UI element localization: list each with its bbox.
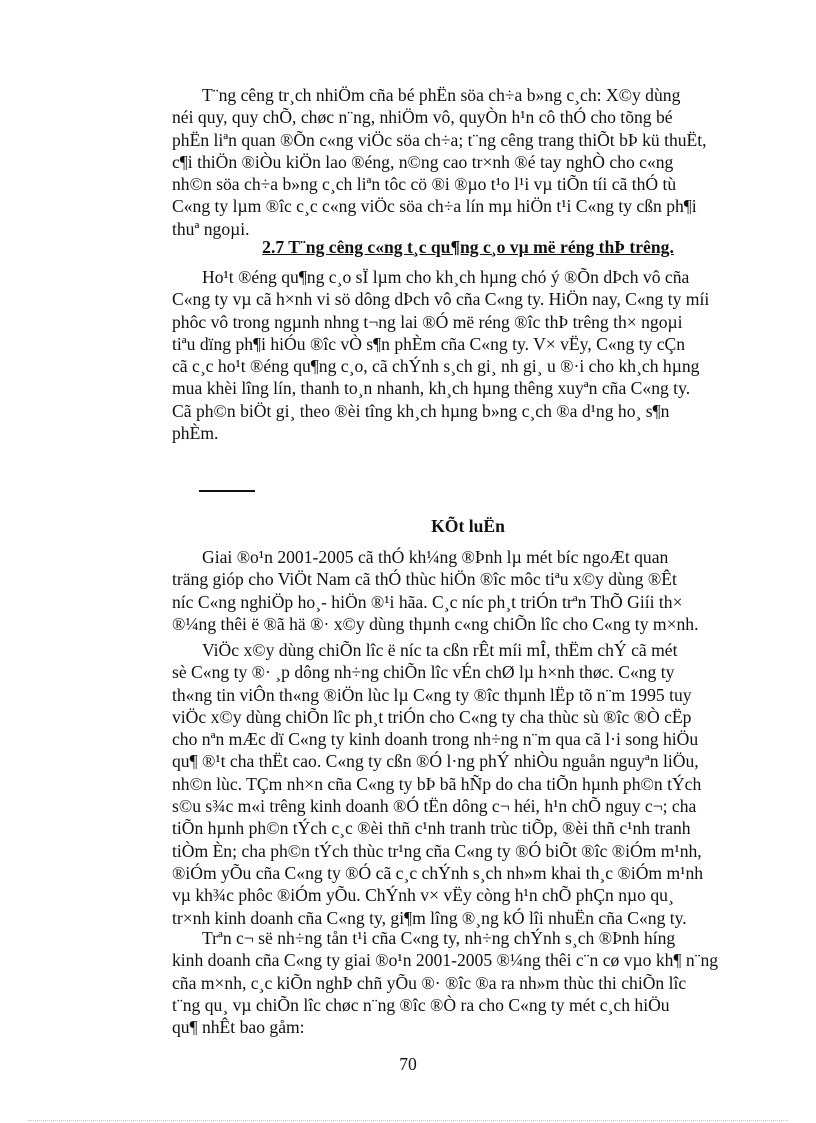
text-line: cña m×nh, c¸c kiÕn nghÞ chñ yÕu ®· ®îc ®a ra nh»m thùc thi chiÕn lîc	[172, 972, 687, 993]
paragraph-responsibility	[172, 84, 764, 240]
text-line: C«ng ty lµm ®îc c¸c c«ng viÖc söa ch÷a lín mµ hiÖn t¹i C«ng ty cßn ph¶i	[172, 196, 697, 217]
text-line: tr×nh kinh doanh cña C«ng ty, gi¶m lîng ®¸ng kÓ lîi nhuËn cña C«ng ty.	[172, 907, 687, 928]
text-line: ViÖc x©y dùng chiÕn lîc ë níc ta cßn rÊt míi mÎ, thËm chÝ cã mét	[202, 640, 678, 660]
text-line: Cã ph©n biÖt gi¸ theo ®èi tîng kh¸ch hµng b»ng c¸ch ®a d¹ng ho¸ s¶n	[172, 400, 670, 421]
text-line: nh©n söa ch÷a b»ng c¸ch liªn tôc cö ®i ®µo t¹o l¹i vµ tiÕn tíi cã thÓ tù	[172, 174, 677, 195]
paragraph-recommendations	[172, 927, 764, 1038]
text-line: qu¶ nhÊt bao gåm:	[172, 1017, 305, 1038]
text-line: ®¼ng thêi ë ®ã hä ®· x©y dùng thµnh c«ng chiÕn lîc cho C«ng ty m×nh.	[172, 613, 699, 634]
text-line: mua khèi lîng lín, thanh to¸n nhanh, kh¸ch hµng thêng xuyªn cña C«ng ty.	[172, 378, 691, 399]
text-line: Ho¹t ®éng qu¶ng c¸o sÏ lµm cho kh¸ch hµng chó ý ®Õn dÞch vô cña	[202, 267, 690, 287]
page-bottom-dotted-line	[28, 1120, 788, 1121]
text-line: träng gióp cho ViÖt Nam cã thÓ thùc hiÖn ®îc môc tiªu x©y dùng ®Êt	[172, 569, 677, 590]
text-line: phÈm.	[172, 423, 219, 444]
section-heading-text: 2.7 T¨ng cêng c«ng t¸c qu¶ng c¸o vµ më réng thÞ trêng.	[262, 237, 674, 257]
text-line: néi quy, quy chÕ, chøc n¨ng, nhiÖm vô, quyÒn h¹n cô thÓ cho tõng bé	[172, 107, 673, 128]
text-line: T¨ng cêng tr¸ch nhiÖm cña bé phËn söa ch÷a b»ng c¸ch: X©y dùng	[202, 85, 681, 105]
text-line: tiÕn hµnh ph©n tÝch c¸c ®èi thñ c¹nh tranh trùc tiÕp, ®èi thñ c¹nh tranh	[172, 818, 691, 839]
footnote-divider	[199, 490, 255, 492]
paragraph-advertising	[172, 266, 764, 444]
page-number: 70	[399, 1054, 417, 1074]
paragraph-conclusion-intro	[172, 546, 764, 635]
text-line: c¶i thiÖn ®iÒu kiÖn lao ®éng, n©ng cao tr×nh ®é tay nghÒ cho c«ng	[172, 151, 674, 172]
text-line: cho nªn mÆc dï C«ng ty kinh doanh trong nh÷ng n¨m qua cã l·i song hiÖu	[172, 729, 699, 750]
text-line: t¨ng qu¸ vµ chiÕn lîc chøc n¨ng ®îc ®Ò ra cho C«ng ty mét c¸ch hiÖu	[172, 994, 670, 1015]
text-line: phËn liªn quan ®Õn c«ng viÖc söa ch÷a; t¨ng cêng trang thiÕt bÞ kü thuËt,	[172, 129, 707, 150]
text-line: tiÒm Èn; cha ph©n tÝch thùc tr¹ng cña C«ng ty ®Ó biÕt ®îc ®iÓm m¹nh,	[172, 840, 702, 861]
text-line: kinh doanh cña C«ng ty giai ®o¹n 2001-2005 ®¼ng thêi c¨n cø vµo kh¶ n¨ng	[172, 950, 719, 971]
text-line: phôc vô trong ngµnh nhng t¬ng lai ®Ó më réng ®îc thÞ trêng th× ngoµi	[172, 311, 683, 332]
text-line: thuª ngoµi.	[172, 218, 250, 239]
text-line: s©u s¾c m«i trêng kinh doanh ®Ó tËn dông c¬ héi, h¹n chÕ nguy c¬; cha	[172, 796, 697, 817]
text-line: C«ng ty vµ cã h×nh vi sö dông dÞch vô cña C«ng ty. HiÖn nay, C«ng ty míi	[172, 289, 710, 310]
text-line: vµ kh¾c phôc ®iÓm yÕu. ChÝnh v× vËy còng h¹n chÕ phÇn nµo qu¸	[172, 885, 674, 906]
text-line: viÖc x©y dùng chiÕn lîc ph¸t triÓn cho C«ng ty cha thùc sù ®îc ®Ò cËp	[172, 706, 692, 727]
text-line: cã c¸c ho¹t ®éng qu¶ng c¸o, cã chÝnh s¸ch gi¸ nh gi¸ u ®·i cho kh¸ch hµng	[172, 356, 700, 377]
paragraph-strategy	[172, 639, 764, 929]
text-line: Giai ®o¹n 2001-2005 cã thÓ kh¼ng ®Þnh lµ mét bíc ngoÆt quan	[202, 547, 669, 567]
text-line: ®iÓm yÕu cña C«ng ty ®Ó cã c¸c chÝnh s¸ch nh»m khai th¸c ®iÓm m¹nh	[172, 862, 704, 883]
text-line: sè C«ng ty ®· ¸p dông nh÷ng chiÕn lîc vÉn chØ lµ h×nh thøc. C«ng ty	[172, 662, 675, 683]
text-line: níc C«ng nghiÖp ho¸- hiÖn ®¹i hãa. C¸c níc ph¸t triÓn trªn ThÕ Giíi th×	[172, 591, 683, 612]
section-heading	[172, 237, 764, 258]
text-line: qu¶ ®¹t cha thËt cao. C«ng ty cßn ®Ó l·ng phÝ nhiÒu nguån nguyªn liÖu,	[172, 751, 699, 772]
conclusion-title: KÕt luËn	[431, 516, 505, 536]
text-line: Trªn c¬ së nh÷ng tån t¹i cña C«ng ty, nh÷ng chÝnh s¸ch ®Þnh híng	[202, 928, 676, 948]
text-line: th«ng tin viÔn th«ng ®iÖn lùc lµ C«ng ty ®îc thµnh lËp tõ n¨m 1995 tuy	[172, 684, 692, 705]
text-line: nh©n lùc. TÇm nh×n cña C«ng ty bÞ bã hÑp do cha tiÕn hµnh ph©n tÝch	[172, 773, 702, 794]
text-line: tiªu dïng ph¶i hiÓu ®îc vÒ s¶n phÈm cña C«ng ty. V× vËy, C«ng ty cÇn	[172, 333, 686, 354]
